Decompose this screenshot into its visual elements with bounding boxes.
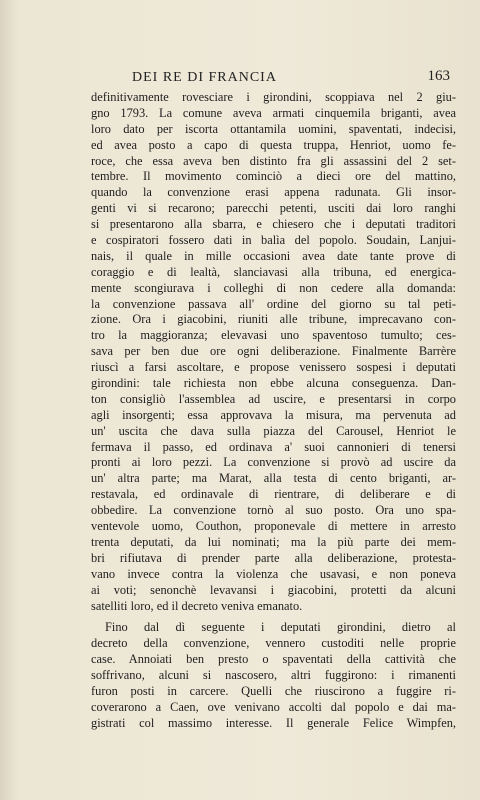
paragraph [91,620,456,731]
text-line: bri rifiutava di prender parte alla deliberazione, protesta- [91,550,456,565]
running-title: DEI RE DI FRANCIA [132,70,277,85]
text-line: girondini: tale richiesta non ebbe alcuna conseguenza. Dan- [91,376,456,391]
text-line: roce, che essa aveva ben distinto fra gli assassini del 2 set- [91,153,456,168]
text-line: gistrati col massimo interesse. Il generale Felice Wimpfen, [91,715,456,730]
text-line: la convenzione passava all' ordine del giorno su tal peti- [91,296,456,311]
text-line: soffrivano, alcuni si nascosero, altri fuggirono: i rimanenti [91,668,456,683]
text-line: decreto della convenzione, vennero custoditi nelle proprie [91,636,456,651]
text-line: tro la maggioranza; elevavasi uno spaventoso tumulto; ces- [91,328,456,343]
text-line: pronti ai loro pezzi. La convenzione si provò ad uscire da [91,455,456,470]
text-line: ventevole uomo, Couthon, proponevale di mettere in arresto [91,519,456,534]
text-line: agli insorgenti; essa approvava la misura, ma pervenuta ad [91,407,456,422]
text-line: ed avea posto a capo di questa truppa, Henriot, uomo fe- [91,137,456,152]
text-line: si presentarono alla sbarra, e chiesero che i deputati traditori [91,217,456,232]
text-line: quando la convenzione erasi appena radunata. Gli insor- [91,185,456,200]
text-line: e cospiratori fossero dati in balìa del popolo. Soudain, Lanjui- [91,233,456,248]
text-line: riuscì a farsi ascoltare, e propose venissero sospesi i deputati [91,360,456,375]
text-line: loro dato per iscorta ottantamila uomini, spaventati, indecisi, [91,121,456,136]
text-line: furon posti in carcere. Quelli che riuscirono a fuggire ri- [91,683,456,698]
page-header [92,66,450,88]
text-line: un' uscita che dava sulla piazza del Carousel, Henriot le [91,423,456,438]
text-line: sava per ben due ore ogni deliberazione. Finalmente Barrère [91,344,456,359]
page-number: 163 [427,68,450,84]
text-line: ton consigliò l'assemblea ad uscire, e presentarsi in corpo [91,391,456,406]
text-line: ai voti; senonchè levavansi i giacobini, protetti da alcuni [91,582,456,597]
text-line: fermava il passo, ed ordinava a' suoi cannonieri di tenersi [91,439,456,454]
text-line: trenta deputati, da lui nominati; ma la più parte dei mem- [91,534,456,549]
text-line: tembre. Il movimento cominciò a dieci ore del mattino, [91,169,456,184]
page-body [91,90,456,732]
text-line: definitivamente rovesciare i girondini, scoppiava nel 2 giu- [91,90,456,104]
text-line: Fino dal dì seguente i deputati girondini, dietro al [105,620,456,635]
text-line: vano invece contra la violenza che usavasi, e non poneva [91,566,456,581]
text-line: mente scongiurava i colleghi di non cedere alla domanda: [91,280,456,295]
text-line: zione. Ora i giacobini, riuniti alle tribune, imprecavano con- [91,312,456,327]
text-line: coverarono a Caen, ove venivano accolti dal popolo e dai ma- [91,699,456,714]
text-line: obbedire. La convenzione tornò al suo posto. Ora uno spa- [91,503,456,518]
text-line: restavala, ed ordinavale di rientrare, di deliberare e di [91,487,456,502]
text-line: gno 1793. La comune aveva armati cinquemila briganti, avea [91,105,456,120]
text-line: un' altra parte; ma Marat, alla testa di cento briganti, ar- [91,471,456,486]
text-line: satelliti loro, ed il decreto veniva emanato. [91,598,303,613]
text-line: case. Annoiati ben presto o spaventati della cattività che [91,652,456,667]
text-line: genti vi si recarono; parecchi petenti, usciti dai loro ranghi [91,201,456,216]
paragraph [91,90,456,614]
text-line: coraggio e di lealtà, slanciavasi alla tribuna, ed energica- [91,264,456,279]
text-line: nais, il quale in mille occasioni avea date tante prove di [91,248,456,263]
